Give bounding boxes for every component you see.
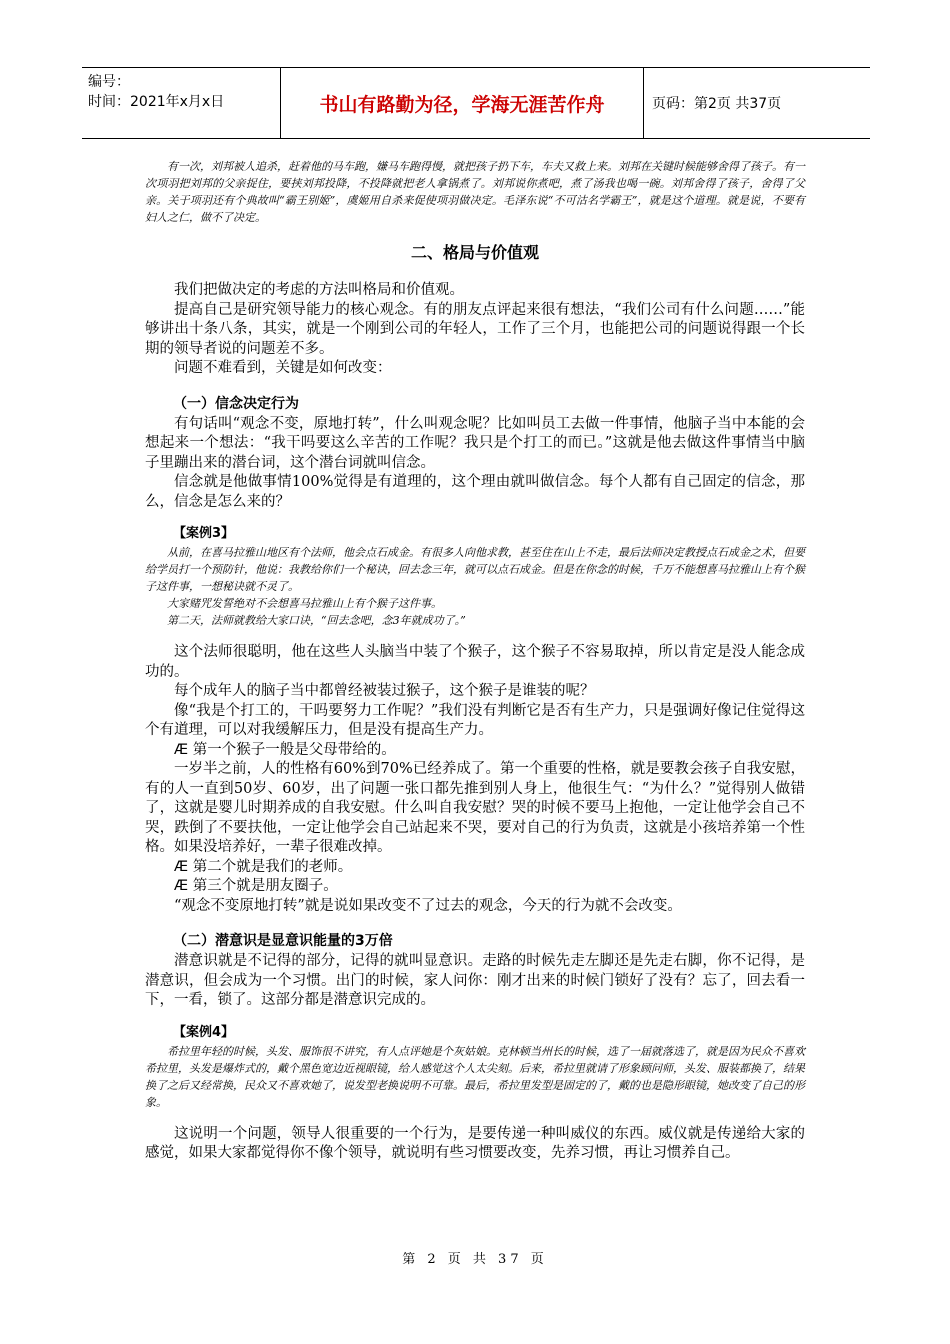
bullet-marker: Æ (174, 878, 189, 894)
bullet-text: 第二个就是我们的老师。 (192, 858, 353, 875)
section-paragraph: 问题不难看到，关键是如何改变： (174, 360, 392, 376)
page-header (82, 67, 870, 139)
case-3-text: 大家赌咒发誓绝对不会想喜马拉雅山上有个猴子这件事。 (167, 597, 442, 610)
header-page-label: 页码：第2页 共37页 (652, 96, 782, 112)
subsection-title-beliefs: （一）信念决定行为 (173, 395, 299, 412)
bullet-marker: Æ (174, 741, 189, 758)
bullet-marker: Æ (174, 858, 189, 875)
spacer (145, 1111, 805, 1125)
subsection-paragraph: 信念就是他做事情100%觉得是有道理的，这个理由就叫做信念。每个人都有自己固定的信念，那么，信念是怎么来的？ (145, 474, 805, 510)
header-motto: 书山有路勤为径，学海无涯苦作舟 (280, 68, 644, 138)
document-time-label: 时间：2021年x月x日 (88, 94, 225, 110)
section-paragraph: 提高自己是研究领导能力的核心观念。有的朋友点评起来很有想法，“我们公司有什么问题……”能够讲出十条八条，其实，就是一个刚到公司的年轻人，工作了三个月，也能把公司的问题说得跟一个长期的领导者说的问题差不多。 (145, 301, 805, 357)
subsection-paragraph: 有句话叫“观念不变，原地打转”，什么叫观念呢？比如叫员工去做一件事情，他脑子当中本能的会想起来一个想法：“我干吗要这么辛苦的工作呢？我只是个打工的而已。”这就是他去做这件事情当中脑子里蹦出来的潜台词，这个潜台词就叫信念。 (145, 415, 805, 471)
analysis-paragraph: 这个法师很聪明，他在这些人头脑当中装了个猴子，这个猴子不容易取掉，所以肯定是没人能念成功的。 (145, 644, 805, 680)
bullet-text: 第三个就是朋友圈子。 (192, 878, 338, 894)
document-body (145, 158, 805, 1164)
document-number-label: 编号： (88, 74, 130, 90)
header-meta (88, 72, 288, 112)
section-title: 二、格局与价值观 (410, 243, 539, 262)
bullet-text: 第一个猴子一般是父母带给的。 (192, 741, 396, 758)
subsection-title-subconscious: （二）潜意识是显意识能量的3万倍 (173, 933, 393, 949)
bullet-detail-paragraph: 一岁半之前，人的性格有60%到70%已经养成了。第一个重要的性格，就是要教会孩子自我安慰，有的人一直到50岁、60岁，出了问题一张口都先推到别人身上，他很生气：“为什么？”觉得别人做错了，这就是婴儿时期养成的自我安慰。什么叫自我安慰？哭的时候不要马上抱他，一定让他学会自己不哭，跌倒了不要扶他，一定让他学会自己站起来不哭，要对自己的行为负责，这就是小孩培养第一个性格。如果没培养好，一辈子很难改掉。 (145, 761, 805, 855)
analysis-paragraph: 像“我是个打工的，干吗要努力工作呢？”我们没有判断它是否有生产力，只是强调好像记住觉得这个有道理，可以对我缓解压力，但是没有提高生产力。 (145, 702, 805, 738)
case-3-text: 第二天，法师就教给大家口诀，“回去念吧，念3年就成功了。” (167, 614, 466, 627)
intro-case-text: 有一次，刘邦被人追杀，赶着他的马车跑，嫌马车跑得慢，就把孩子扔下车，车夫又救上来。刘邦在关键时候能够舍得了孩子。有一次项羽把刘邦的父亲捉住，要挟刘邦投降，不投降就把老人拿锅煮了。刘邦说你煮吧，煮了汤我也喝一碗。刘邦舍得了孩子，舍得了父亲。关于项羽还有个典故叫“霸王别姬”，虞姬用自杀来促使项羽做决定。毛泽东说“不可沽名学霸王”，就是这个道理。就是说，不要有妇人之仁，做不了决定。 (145, 160, 805, 224)
page-footer: 第 2 页 共 37 页 (402, 1252, 548, 1267)
spacer (145, 629, 805, 643)
case-4-text: 希拉里年轻的时候，头发、服饰很不讲究，有人点评她是个灰姑娘。克林顿当州长的时候，选了一届就落选了，就是因为民众不喜欢希拉里，头发是爆炸式的，戴个黑色宽边近视眼镜，给人感觉这个人太尖刻。后来，希拉里就请了形象顾问师，头发、服装都换了，结果换了之后又经常换，民众又不喜欢她了，说发型老换说明不可靠。最后，希拉里发型是固定的了，戴的也是隐形眼镜，她改变了自己的形象。 (145, 1044, 805, 1109)
bullet-item-teachers (145, 858, 805, 878)
subsection-paragraph: 潜意识就是不记得的部分，记得的就叫显意识。走路的时候先走左脚还是先走右脚，你不记得，是潜意识，但会成为一个习惯。出门的时候，家人问你：刚才出来的时候门锁好了没有？忘了，回去看一下，一看，锁了。这部分都是潜意识完成的。 (145, 953, 805, 1008)
bullet-item-parents (145, 741, 805, 761)
bullet-item-friends (145, 877, 805, 897)
case-4-title: 【案例4】 (173, 1024, 235, 1040)
conclusion-paragraph: “观念不变原地打转”就是说如果改变不了过去的观念，今天的行为就不会改变。 (174, 897, 682, 914)
case-3-text: 从前，在喜马拉雅山地区有个法师，他会点石成金。有很多人向他求教，甚至住在山上不走，最后法师决定教授点石成金之术，但要给学员打一个预防针，他说：我教给你们一个秘诀，回去念三年，就可以点石成金。但是在你念的时候，千万不能想喜马拉雅山上有个猴子这件事，一想秘诀就不灵了。 (145, 546, 805, 593)
section-paragraph: 我们把做决定的考虑的方法叫格局和价值观。 (174, 282, 464, 298)
analysis-paragraph: 每个成年人的脑子当中都曾经被装过猴子，这个猴子是谁装的呢？ (174, 683, 595, 699)
final-paragraph: 这说明一个问题，领导人很重要的一个行为，是要传递一种叫威仪的东西。威仪就是传递给大家的感觉，如果大家都觉得你不像个领导，就说明有些习惯要改变，先养习惯，再让习惯养自己。 (145, 1125, 805, 1161)
case-3-title: 【案例3】 (173, 526, 235, 541)
